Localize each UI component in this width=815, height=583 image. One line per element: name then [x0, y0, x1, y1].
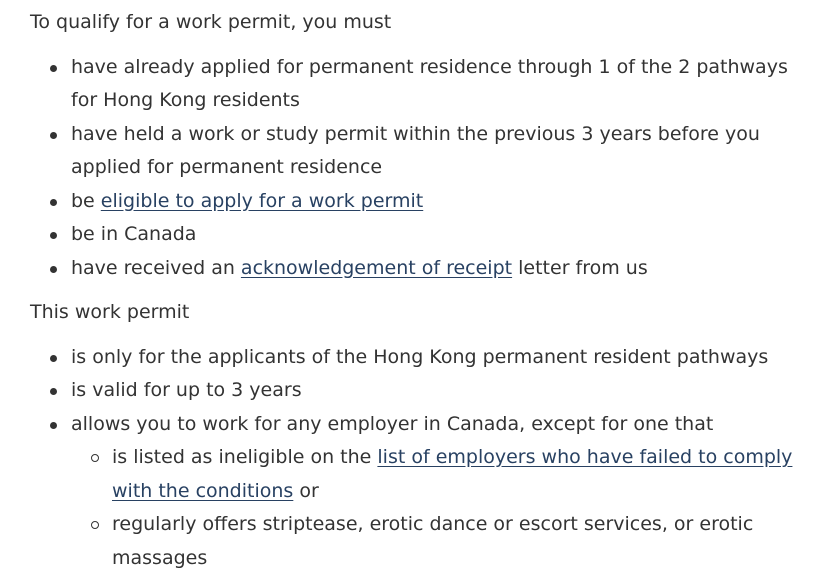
list-item-text: allows you to work for any employer in Canada, except for one that [71, 412, 714, 435]
sublist-item-text: regularly offers striptease, erotic dance or escort services, or erotic massages [112, 513, 754, 569]
list-item [30, 408, 815, 576]
qualify-intro: To qualify for a work permit, you must [30, 11, 392, 33]
work-permit-list [30, 341, 815, 576]
list-item [30, 252, 815, 286]
sublist-item [71, 441, 815, 508]
circle-bullet-icon [91, 454, 99, 462]
list-item-text-after: letter from us [512, 256, 648, 279]
list-item [30, 51, 815, 118]
list-item-text-before: be [71, 189, 101, 212]
bullet-icon [50, 65, 57, 72]
bullet-icon [50, 388, 57, 395]
circle-bullet-icon [91, 521, 99, 529]
ineligible-employers-list-link[interactable]: list of employers who have failed to comply with the conditions [112, 446, 793, 502]
eligible-work-permit-link[interactable]: eligible to apply for a work permit [100, 189, 424, 212]
exception-sublist [71, 441, 815, 575]
list-item [30, 185, 815, 219]
sublist-item-text-after: or [293, 479, 319, 502]
sublist-item [71, 508, 815, 575]
bullet-icon [50, 422, 57, 429]
list-item-text-before: have received an [71, 256, 241, 279]
list-item-text: have held a work or study permit within the previous 3 years before you applied for permanent residence [71, 122, 760, 178]
bullet-icon [50, 355, 57, 362]
list-item [30, 218, 815, 252]
list-item [30, 341, 815, 375]
work-permit-intro: This work permit [30, 301, 190, 323]
list-item-text: is only for the applicants of the Hong Kong permanent resident pathways [71, 345, 769, 368]
list-item [30, 374, 815, 408]
bullet-icon [50, 266, 57, 273]
bullet-icon [50, 132, 57, 139]
bullet-icon [50, 232, 57, 239]
list-item-text: have already applied for permanent residence through 1 of the 2 pathways for Hong Kong residents [71, 55, 788, 111]
qualify-list [30, 51, 815, 286]
list-item-text: be in Canada [71, 223, 197, 245]
list-item-text: is valid for up to 3 years [71, 379, 302, 401]
bullet-icon [50, 199, 57, 206]
acknowledgement-of-receipt-link[interactable]: acknowledgement of receipt [240, 256, 513, 279]
sublist-item-text-before: is listed as ineligible on the [112, 446, 378, 468]
list-item [30, 118, 815, 185]
